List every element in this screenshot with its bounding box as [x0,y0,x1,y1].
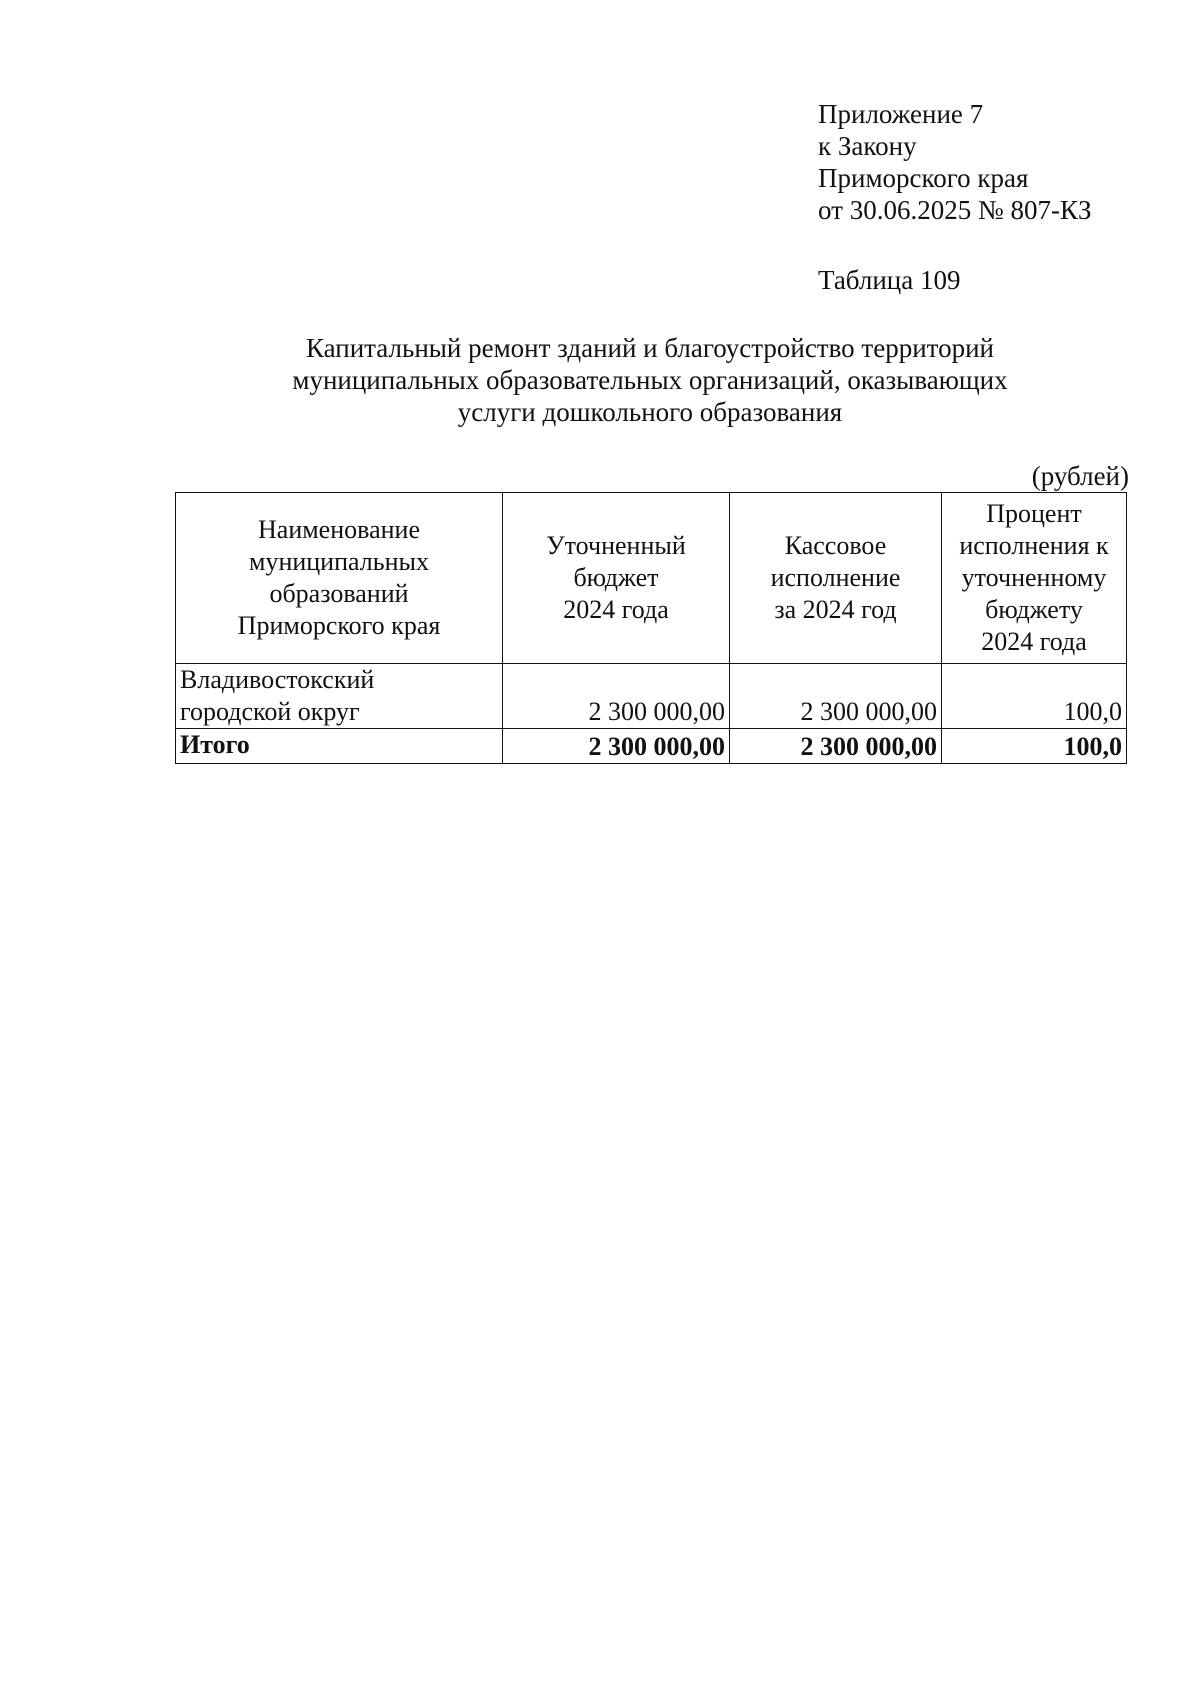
table-row [176,664,1127,729]
header-row [176,493,1127,664]
municipality-cell: Владивостокский городской округ [176,664,503,729]
appendix-line: к Закону [818,131,917,161]
header-execution: Кассовое исполнение за 2024 год [730,493,942,664]
title-line: Капитальный ремонт зданий и благоустройство территорий [306,333,994,363]
table-number: Таблица 109 [818,265,961,295]
appendix-line: от 30.06.2025 № 807-КЗ [818,195,1092,225]
percent-cell: 100,0 [942,664,1127,729]
document-title [200,332,1100,428]
total-execution-cell: 2 300 000,00 [730,729,942,764]
total-row [176,729,1127,764]
total-budget-cell: 2 300 000,00 [503,729,730,764]
budget-cell: 2 300 000,00 [503,664,730,729]
header-budget: Уточненный бюджет 2024 года [503,493,730,664]
units-label: (рублей) [1031,461,1129,491]
total-label-cell: Итого [176,729,503,764]
report-table [175,492,1127,764]
execution-cell: 2 300 000,00 [730,664,942,729]
header-municipality: Наименование муниципальных образований Приморского края [176,493,503,664]
title-line: муниципальных образовательных организаций, оказывающих [292,365,1008,395]
header-percent: Процент исполнения к уточненному бюджету 2024 года [942,493,1127,664]
appendix-line: Приморского края [818,163,1029,193]
appendix-line: Приложение 7 [818,99,984,129]
total-percent-cell: 100,0 [942,729,1127,764]
title-line: услуги дошкольного образования [457,397,843,427]
appendix-block [818,98,1091,226]
